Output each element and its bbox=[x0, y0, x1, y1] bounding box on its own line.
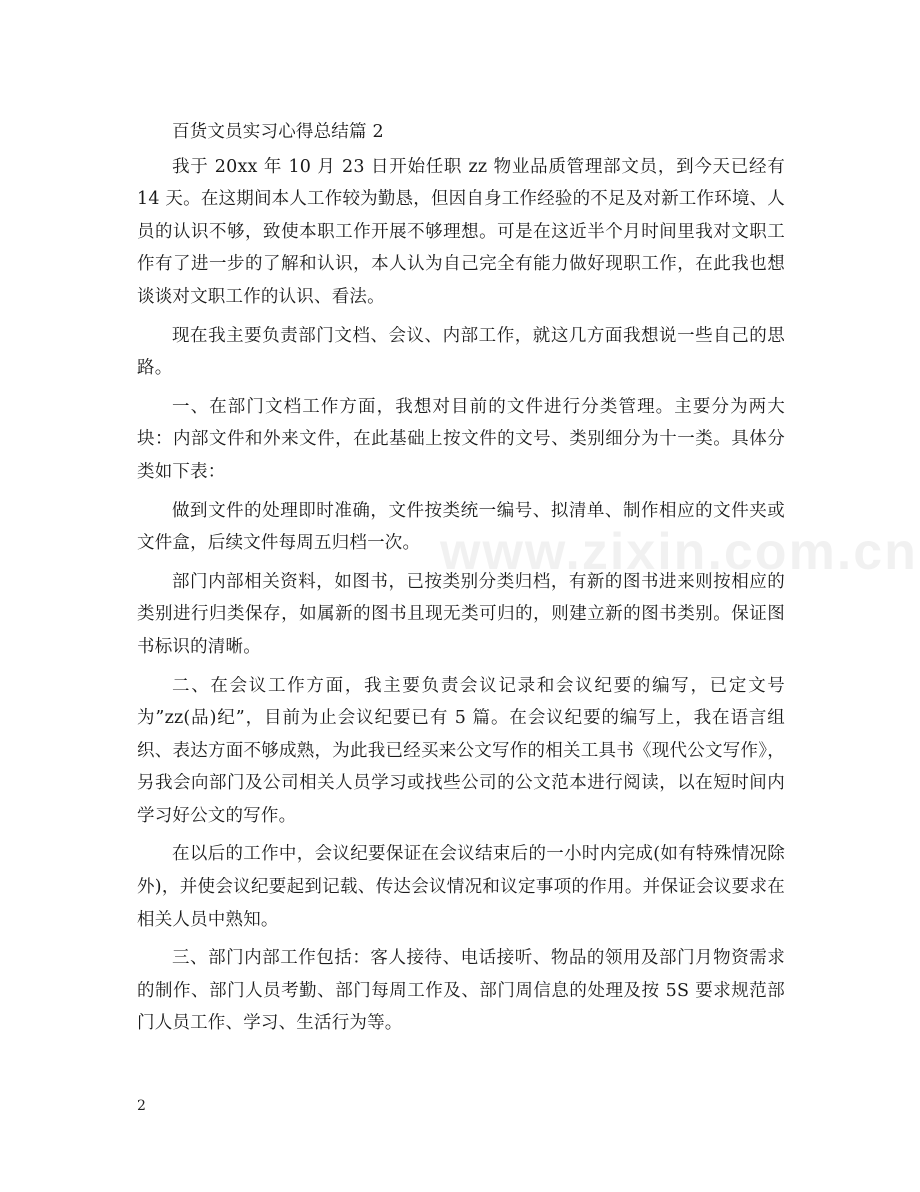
paragraph: 做到文件的处理即时准确，文件按类统一编号、拟清单、制作相应的文件夹或文件盒，后续文件每周五归档一次。 bbox=[137, 500, 785, 554]
page-number: 2 bbox=[137, 1098, 146, 1114]
paragraph: 部门内部相关资料，如图书，已按类别分类归档，有新的图书进来则按相应的类别进行归类保存，如属新的图书且现无类可归的，则建立新的图书类别。保证图书标识的清晰。 bbox=[137, 571, 785, 657]
document-body bbox=[137, 116, 785, 1046]
paragraph: 在以后的工作中，会议纪要保证在会议结束后的一小时内完成(如有特殊情况除外)，并使会议纪要起到记载、传达会议情况和议定事项的作用。并保证会议要求在相关人员中熟知。 bbox=[137, 844, 785, 930]
document-title: 百货文员实习心得总结篇 2 bbox=[172, 122, 384, 142]
paragraph: 二、在会议工作方面，我主要负责会议记录和会议纪要的编写，已定文号为”zz(品)纪”，目前为止会议纪要已有 5 篇。在会议纪要的编写上，我在语言组织、表达方面不够成熟，为此我已经买来公文写作的相关工具书《现代公文写作》，另我会向部门及公司相关人员学习或找些公司的公文范本进行阅读，以在短时间内学习好公文的写作。 bbox=[137, 675, 785, 826]
watermark: www.zixin.com.cn bbox=[440, 523, 918, 581]
paragraph: 一、在部门文档工作方面，我想对目前的文件进行分类管理。主要分为两大块：内部文件和外来文件，在此基础上按文件的文号、类别细分为十一类。具体分类如下表： bbox=[137, 396, 785, 482]
paragraph: 现在我主要负责部门文档、会议、内部工作，就这几方面我想说一些自己的思路。 bbox=[137, 325, 785, 379]
paragraph: 我于 20xx 年 10 月 23 日开始任职 zz 物业品质管理部文员，到今天已经有 14 天。在这期间本人工作较为勤恳，但因自身工作经验的不足及对新工作环境、人员的认识不够，致使本职工作开展不够理想。可是在这近半个月时间里我对文职工作有了进一步的了解和认识，本人认为自己完全有能力做好现职工作，在此我也想谈谈对文职工作的认识、看法。 bbox=[137, 156, 785, 307]
paragraph: 三、部门内部工作包括：客人接待、电话接听、物品的领用及部门月物资需求的制作、部门人员考勤、部门每周工作及、部门周信息的处理及按 5S 要求规范部门人员工作、学习、生活行为等。 bbox=[137, 948, 785, 1034]
